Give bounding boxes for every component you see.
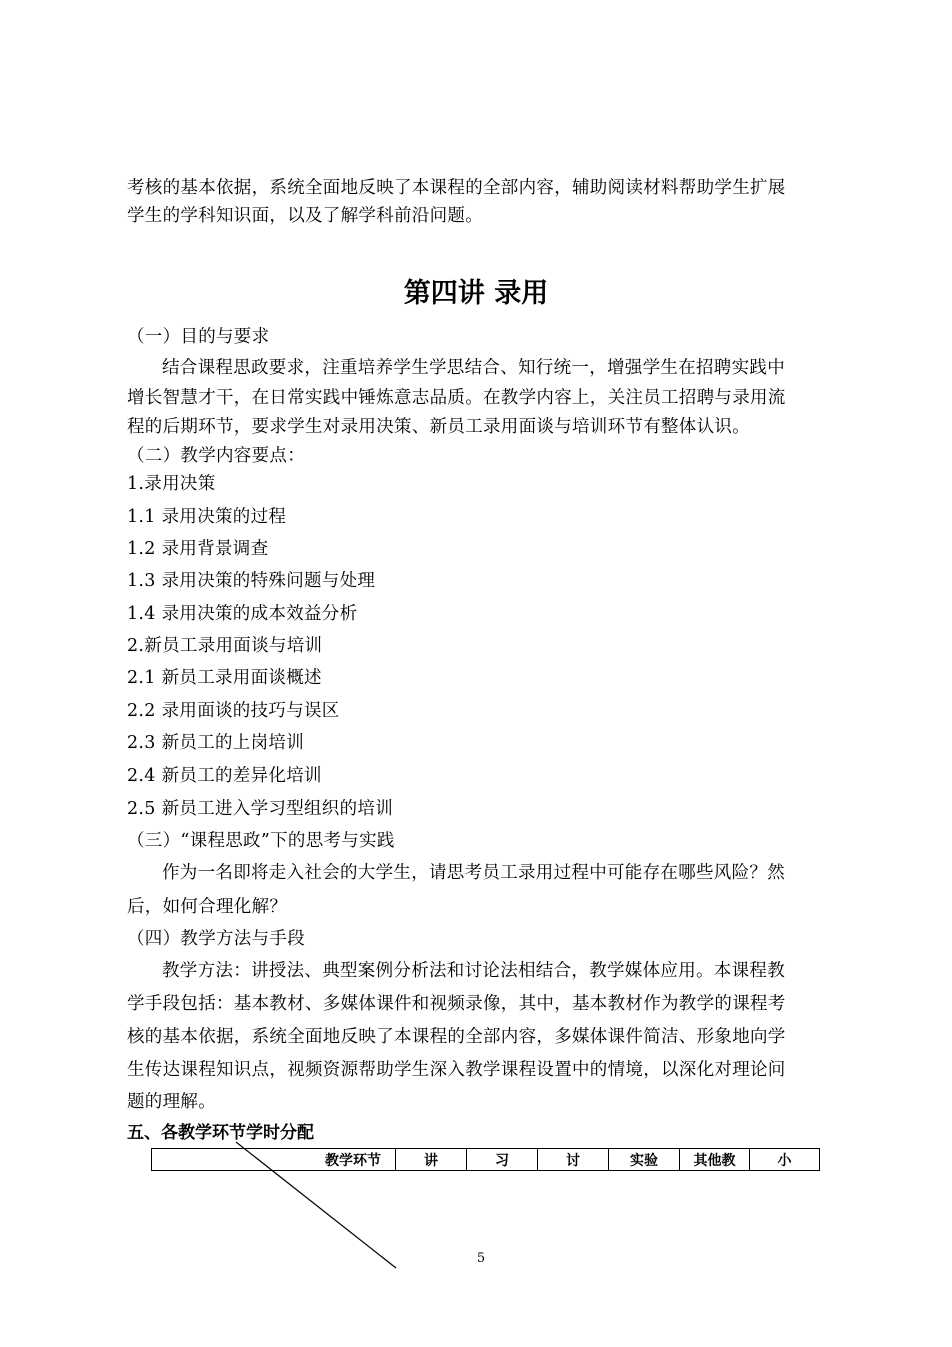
section4-line-1: 教学方法：讲授法、典型案例分析法和讨论法相结合，教学媒体应用。本课程教 (162, 961, 785, 981)
section5-heading: 五、各教学环节学时分配 (127, 1123, 314, 1143)
outline-item: 2.5 新员工进入学习型组织的培训 (127, 799, 393, 819)
outline-item: 1.4 录用决策的成本效益分析 (127, 604, 358, 624)
lecture-title: 第四讲 录用 (403, 278, 549, 309)
outline-item: 2.4 新员工的差异化培训 (127, 766, 322, 786)
page-number: 5 (476, 1251, 486, 1266)
section4-line-2: 学手段包括：基本教材、多媒体课件和视频录像，其中，基本教材作为教学的课程考 (127, 994, 786, 1014)
outline-item: 1.1 录用决策的过程 (127, 507, 287, 527)
outline-item: 2.1 新员工录用面谈概述 (127, 668, 322, 688)
outline-item: 2.3 新员工的上岗培训 (127, 733, 304, 753)
outline-item: 1.3 录用决策的特殊问题与处理 (127, 571, 376, 591)
table-header-cell: 实验 (609, 1149, 680, 1171)
table-header-cell: 小 (750, 1149, 820, 1171)
outline-item: 2.2 录用面谈的技巧与误区 (127, 701, 340, 721)
section4-heading: （四）教学方法与手段 (127, 929, 305, 949)
outline-item: 2.新员工录用面谈与培训 (127, 636, 323, 656)
section2-heading: （二）教学内容要点： (127, 446, 305, 466)
intro-line-1: 考核的基本依据，系统全面地反映了本课程的全部内容，辅助阅读材料帮助学生扩展 (127, 178, 786, 198)
section1-line-1: 结合课程思政要求，注重培养学生学思结合、知行统一，增强学生在招聘实践中 (162, 358, 785, 378)
table-header-cell: 习 (467, 1149, 538, 1171)
section1-line-2: 增长智慧才干，在日常实践中锤炼意志品质。在教学内容上，关注员工招聘与录用流 (127, 388, 786, 408)
outline-item: 1.录用决策 (127, 474, 216, 494)
section3-line-1: 作为一名即将走入社会的大学生，请思考员工录用过程中可能存在哪些风险？然 (162, 863, 785, 883)
diagonal-stroke (236, 1142, 396, 1268)
outline-item: 1.2 录用背景调查 (127, 539, 269, 559)
section1-heading: （一）目的与要求 (127, 327, 270, 347)
table-header-cell: 讨 (538, 1149, 609, 1171)
section4-line-4: 生传达课程知识点，视频资源帮助学生深入教学课程设置中的情境，以深化对理论问 (127, 1060, 786, 1080)
table-header-cell: 讲 (396, 1149, 467, 1171)
section4-line-5: 题的理解。 (127, 1092, 216, 1112)
table-header-cell: 教学环节 (152, 1149, 396, 1171)
section3-heading: （三）“课程思政”下的思考与实践 (127, 831, 395, 851)
section3-line-2: 后，如何合理化解？ (127, 897, 288, 917)
section4-line-3: 核的基本依据，系统全面地反映了本课程的全部内容，多媒体课件简洁、形象地向学 (127, 1027, 786, 1047)
intro-line-2: 学生的学科知识面，以及了解学科前沿问题。 (127, 206, 483, 226)
table-header-cell: 其他教 (680, 1149, 750, 1171)
section1-line-3: 程的后期环节，要求学生对录用决策、新员工录用面谈与培训环节有整体认识。 (127, 417, 750, 437)
